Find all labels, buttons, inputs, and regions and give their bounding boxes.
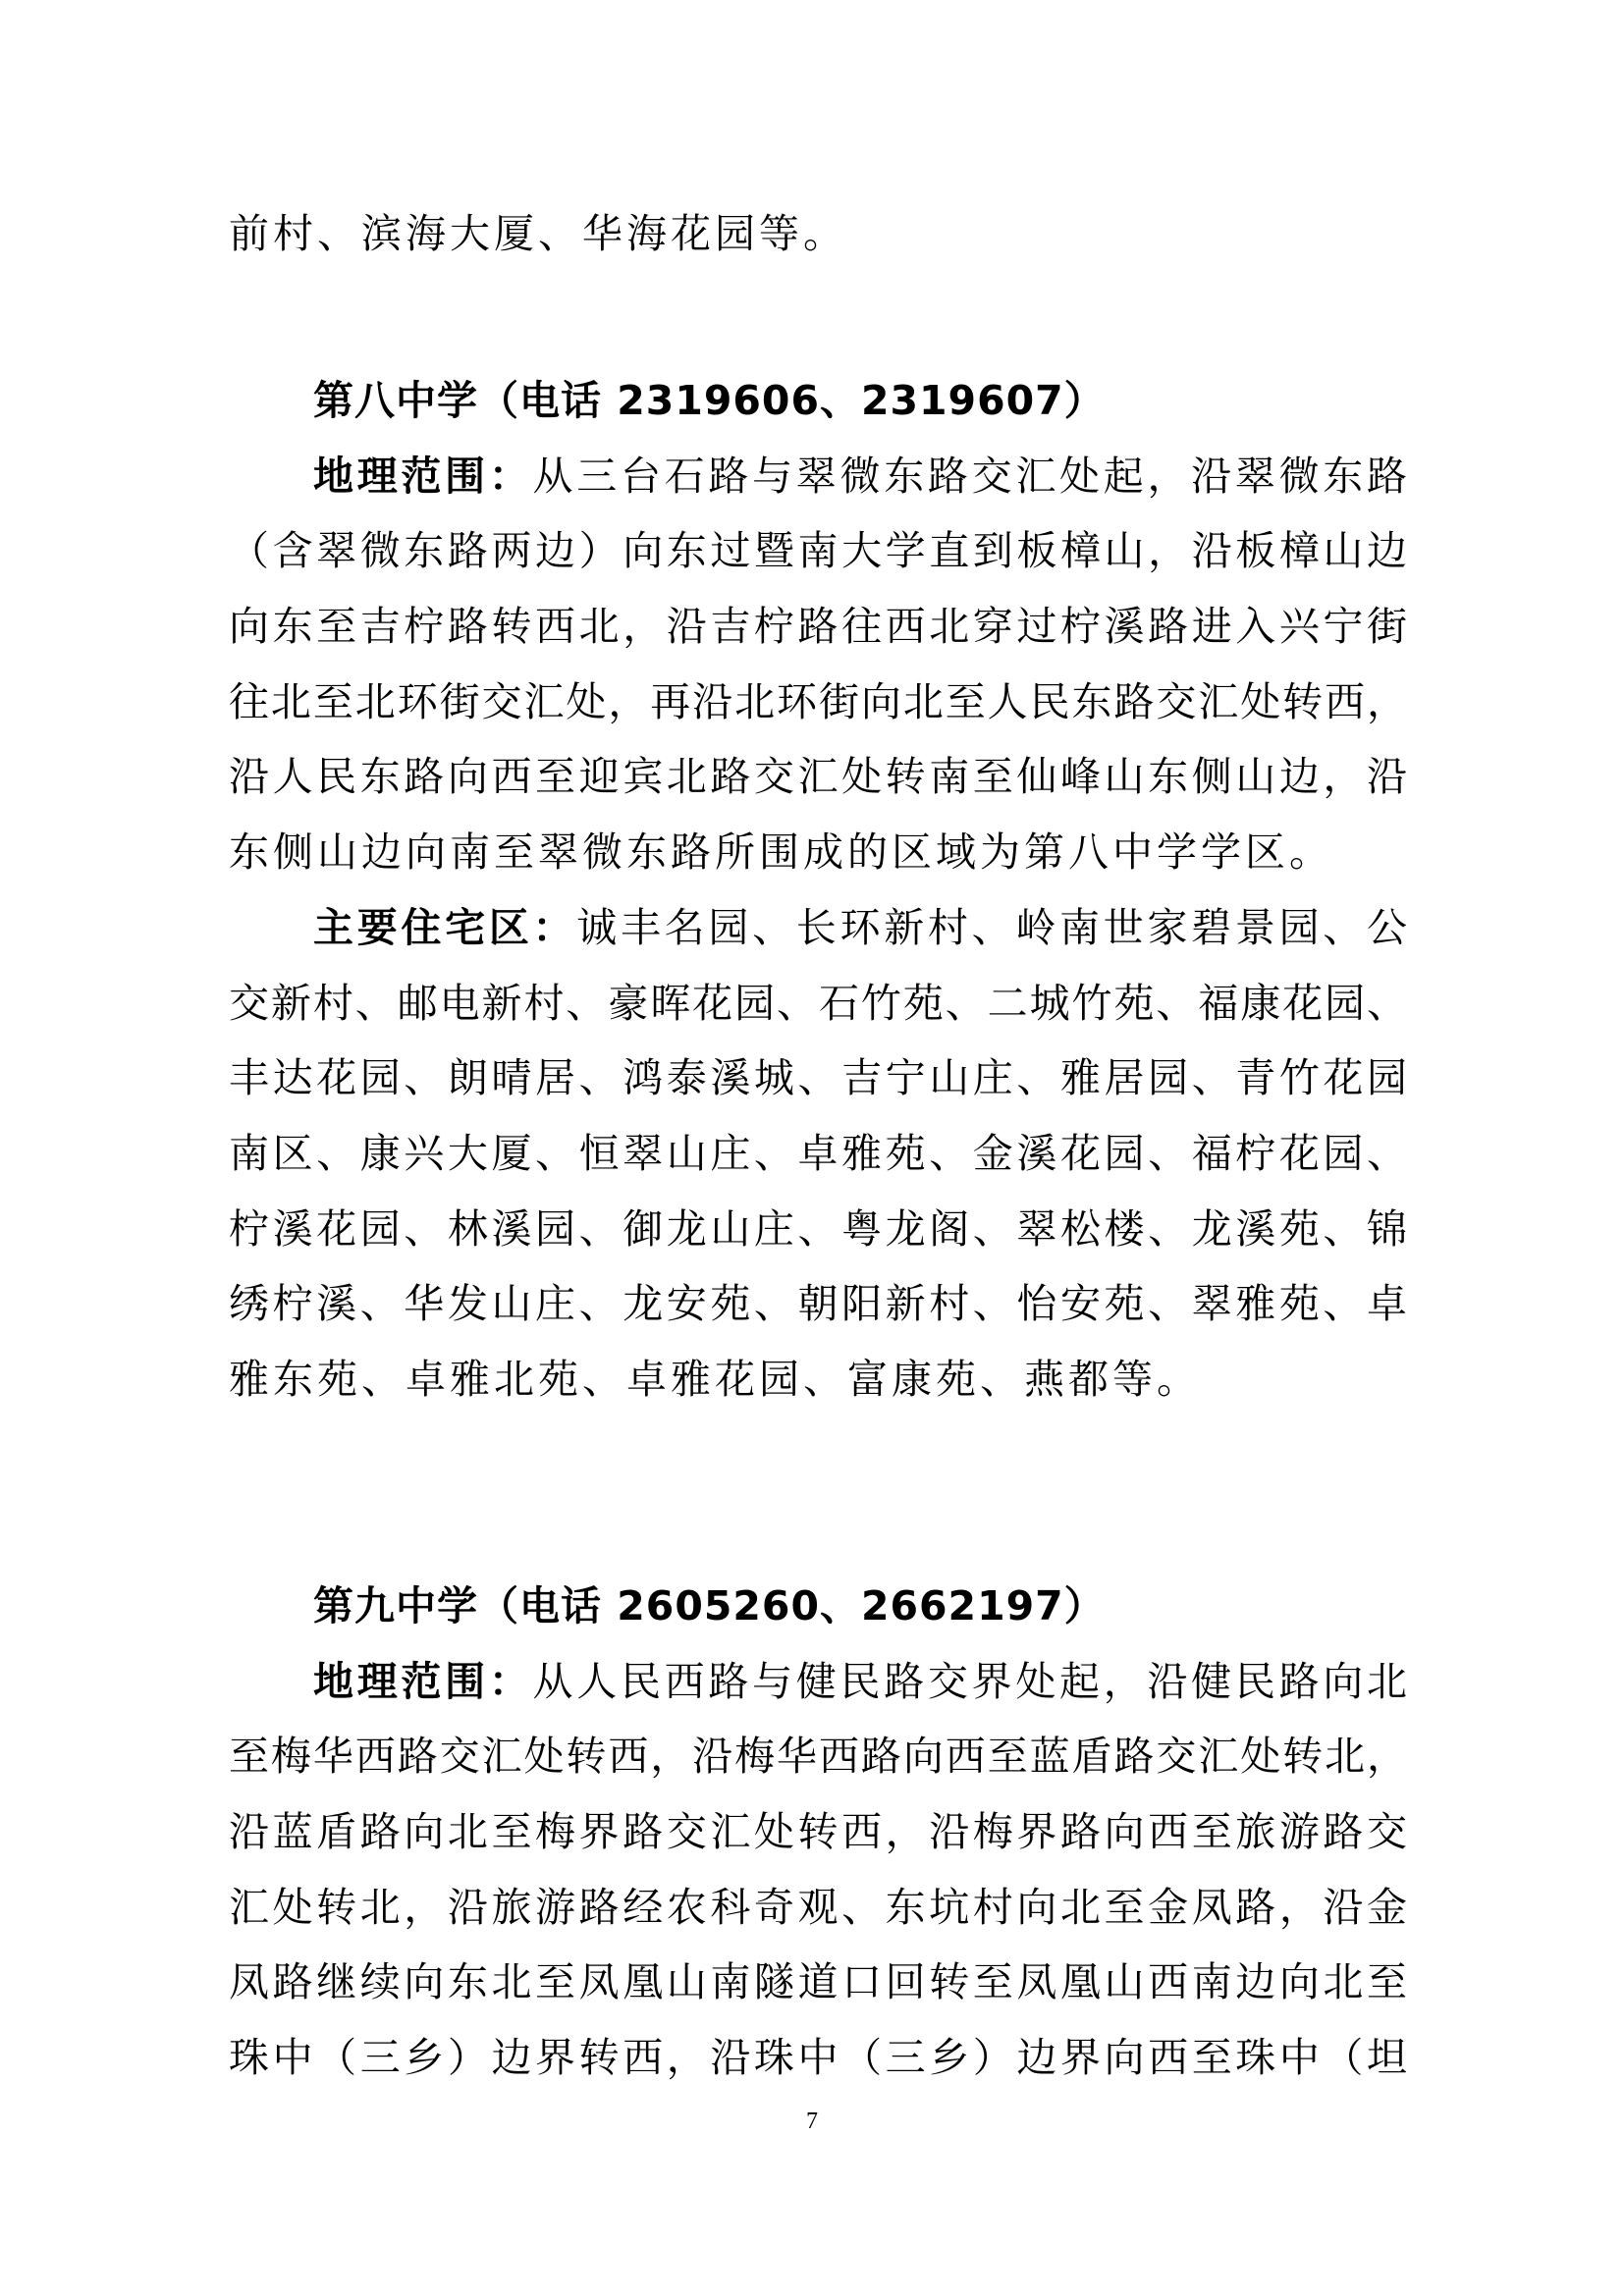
school8-geo-paragraph [229, 439, 1407, 890]
school8-title: 第八中学（电话 2319606、2319607） [313, 377, 1106, 424]
intro-paragraph [229, 196, 1407, 272]
school8-geo-line: 往北至北环街交汇处，再沿北环街向北至人民东路交汇处转西， [229, 677, 1407, 725]
school8-res-line: 交新村、邮电新村、豪晖花园、石竹苑、二城竹苑、福康花园、 [229, 979, 1407, 1027]
school9-geo-line: 汇处转北，沿旅游路经农科奇观、东坑村向北至金凤路，沿金 [229, 1883, 1407, 1931]
school8-geo-line: 东侧山边向南至翠微东路所围成的区域为第八中学学区。 [229, 828, 1333, 877]
school9-geo-text: 从人民西路与健民路交界处起，沿健民路向北 [532, 1657, 1408, 1705]
school9-geo-line: 凤路继续向东北至凤凰山南隧道口回转至凤凰山西南边向北至 [229, 1958, 1407, 2006]
school8-residential-paragraph [229, 890, 1407, 1417]
school9-geo-label: 地理范围： [313, 1657, 533, 1705]
intro-line: 前村、滨海大厦、华海花园等。 [229, 210, 847, 257]
school8-geo-line [229, 439, 1407, 514]
school8-res-line: 柠溪花园、林溪园、御龙山庄、粤龙阁、翠松楼、龙溪苑、锦 [229, 1204, 1407, 1253]
school9-geo-line: 珠中（三乡）边界转西，沿珠中（三乡）边界向西至珠中（坦 [229, 2034, 1407, 2082]
page-number: 7 [806, 2109, 818, 2134]
school9-geo-line: 沿蓝盾路向北至梅界路交汇处转西，沿梅界路向西至旅游路交 [229, 1808, 1407, 1856]
school8-res-line: 丰达花园、朗晴居、鸿泰溪城、吉宁山庄、雅居园、青竹花园 [229, 1054, 1407, 1102]
school8-geo-line: （含翠微东路两边）向东过暨南大学直到板樟山，沿板樟山边 [229, 527, 1407, 575]
school8-res-line: 雅东苑、卓雅北苑、卓雅花园、富康苑、燕都等。 [229, 1355, 1201, 1403]
school8-geo-line: 向东至吉柠路转西北，沿吉柠路往西北穿过柠溪路进入兴宁街 [229, 603, 1407, 651]
school8-res-text: 诚丰名园、长环新村、岭南世家碧景园、公 [576, 903, 1407, 951]
school8-geo-text: 从三台石路与翠微东路交汇处起，沿翠微东路 [532, 452, 1408, 500]
school8-geo-line: 沿人民东路向西至迎宾北路交汇处转南至仙峰山东侧山边，沿 [229, 753, 1407, 801]
school9-geo-line: 至梅华西路交汇处转西，沿梅华西路向西至蓝盾路交汇处转北， [229, 1733, 1407, 1781]
school8-res-line [229, 890, 1407, 966]
school9-title: 第九中学（电话 2605260、2662197） [313, 1582, 1106, 1629]
school8-res-line: 绣柠溪、华发山庄、龙安苑、朝阳新村、怡安苑、翠雅苑、卓 [229, 1280, 1407, 1328]
school9-geo-line [229, 1644, 1407, 1720]
school9-geo-paragraph [229, 1644, 1407, 2096]
school8-res-label: 主要住宅区： [313, 903, 577, 951]
school8-geo-label: 地理范围： [313, 452, 533, 500]
school9-section [229, 1569, 1407, 2096]
school8-res-line: 南区、康兴大厦、恒翠山庄、卓雅苑、金溪花园、福柠花园、 [229, 1129, 1407, 1177]
school8-section [229, 363, 1407, 1417]
